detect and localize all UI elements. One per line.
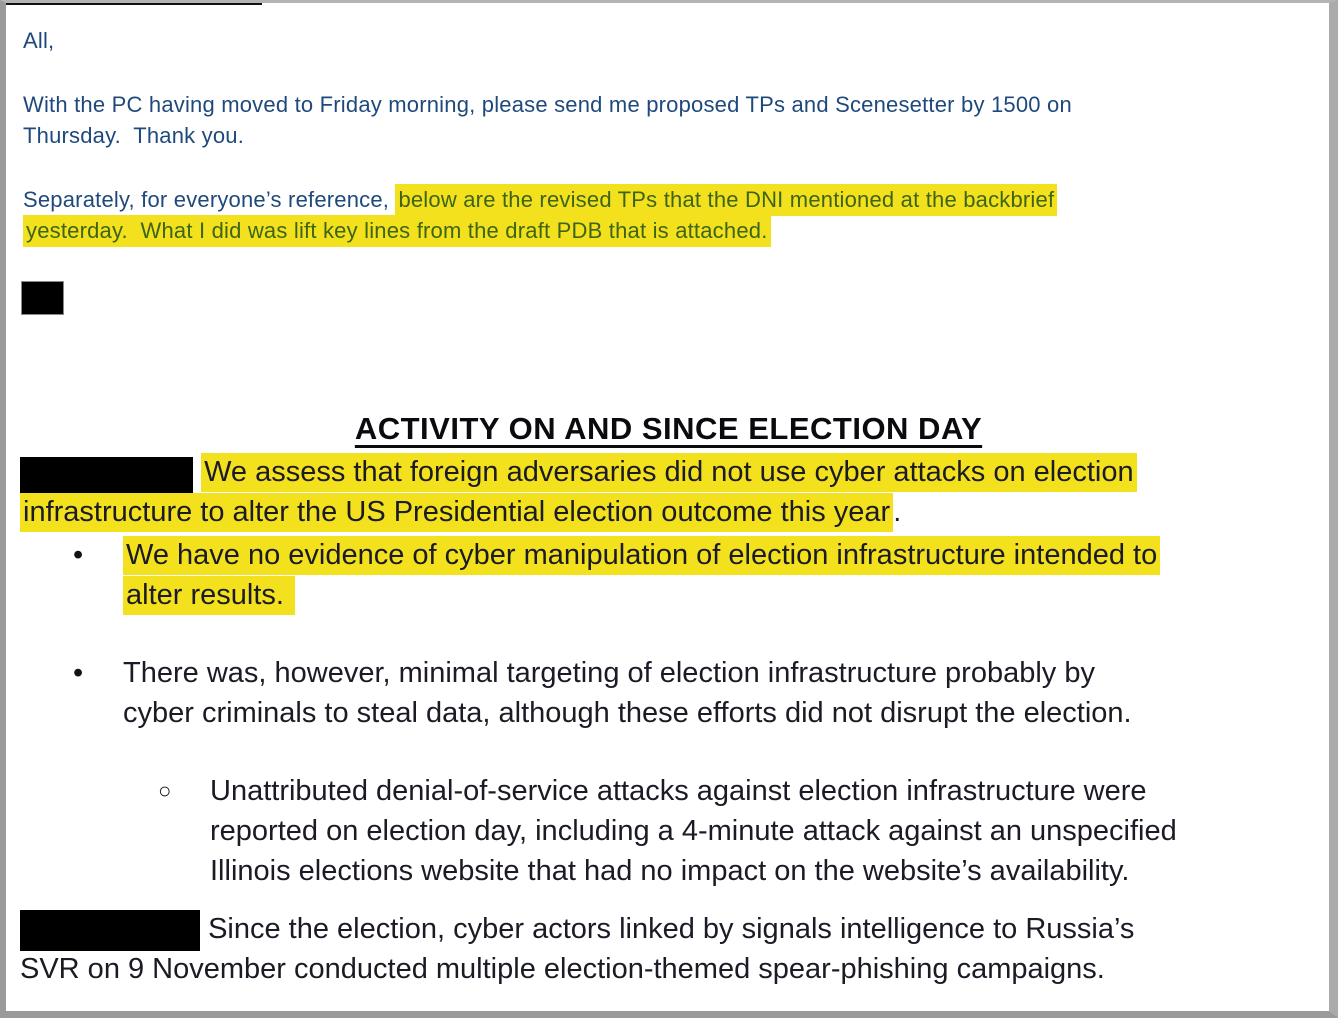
plain-text: cyber criminals to steal data, although these efforts did not disrupt the election. [123, 697, 1132, 729]
bullet-item [20, 535, 1317, 615]
text-line [123, 575, 1317, 615]
disc-bullet-icon: • [73, 657, 84, 689]
email-paragraph-1 [23, 89, 1317, 151]
text-line [210, 771, 1317, 811]
text-line [210, 851, 1317, 891]
highlighted-text: below are the revised TPs that the DNI mentioned at the backbrief [395, 184, 1057, 216]
text-line [23, 120, 1317, 151]
plain-text: Illinois elections website that had no impact on the website’s availability. [210, 855, 1130, 887]
bullet-list [20, 535, 1317, 891]
sub-bullet-item [20, 771, 1317, 891]
text-line [20, 949, 1317, 989]
scan-edge-artifact [0, 0, 262, 5]
text-line [123, 653, 1317, 693]
text-line [210, 811, 1317, 851]
redaction-box [20, 457, 193, 494]
text-line [20, 492, 1317, 532]
document-page [6, 3, 1329, 1011]
plain-text: . [893, 496, 902, 528]
highlighted-text: We have no evidence of cyber manipulation of election infrastructure intended to [123, 536, 1160, 575]
plain-text: Unattributed denial-of-service attacks against election infrastructure were [210, 775, 1147, 807]
redaction-box-small [21, 281, 64, 315]
bullet-text [123, 653, 1317, 733]
email-header-text [23, 25, 1317, 246]
highlighted-text: alter results. [123, 576, 295, 615]
circle-bullet-icon: ○ [158, 778, 172, 803]
email-greeting: All, [23, 28, 55, 53]
disc-bullet-icon: • [73, 539, 84, 571]
redaction-box [20, 910, 200, 951]
plain-text: SVR on 9 November conducted multiple election-themed spear-phishing campaigns. [20, 953, 1105, 985]
text-line [20, 909, 1317, 949]
highlighted-text: yesterday. What I did was lift key lines from the draft PDB that is attached. [23, 215, 771, 247]
text-line [123, 535, 1317, 575]
plain-text: Thursday. Thank you. [23, 123, 245, 148]
text-line [23, 89, 1317, 120]
assessment-paragraph-1 [20, 452, 1317, 532]
email-paragraph-2 [23, 184, 1317, 246]
memo-heading: ACTIVITY ON AND SINCE ELECTION DAY [354, 411, 983, 446]
highlighted-text: We assess that foreign adversaries did not use cyber attacks on election [201, 453, 1137, 492]
memo-body [20, 407, 1317, 989]
text-line [123, 693, 1317, 733]
highlighted-text: infrastructure to alter the US Presidential election outcome this year [20, 493, 893, 532]
assessment-paragraph-2 [20, 909, 1317, 989]
plain-text: There was, however, minimal targeting of election infrastructure probably by [123, 657, 1095, 689]
plain-text: reported on election day, including a 4-minute attack against an unspecified [210, 815, 1177, 847]
text-line [20, 452, 1317, 492]
plain-text: Since the election, cyber actors linked by signals intelligence to Russia’s [208, 913, 1135, 945]
bullet-item [20, 653, 1317, 733]
text-line [23, 215, 1317, 246]
plain-text: With the PC having moved to Friday morning, please send me proposed TPs and Scenesetter by 1500 on [23, 92, 1072, 117]
bullet-text [123, 535, 1317, 615]
text-line [23, 184, 1317, 215]
plain-text: Separately, for everyone’s reference, [23, 187, 396, 212]
bullet-text [210, 771, 1317, 891]
